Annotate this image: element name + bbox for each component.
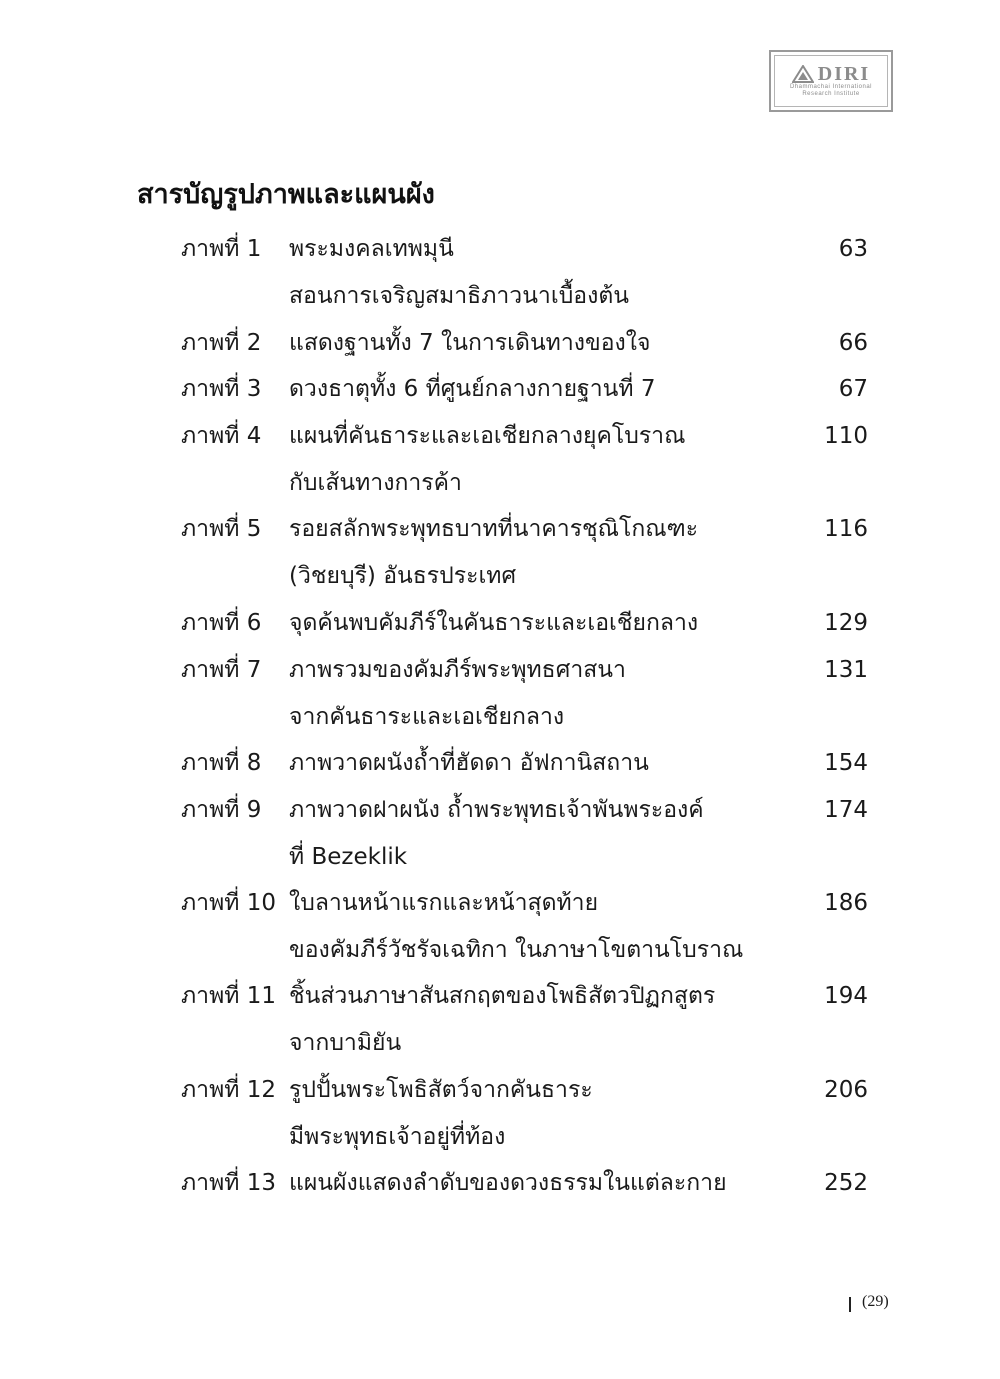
entry-11-label: ภาพที่ 11 [181,983,276,1009]
entry-4-label: ภาพที่ 4 [181,423,262,449]
page-number: (29) [862,1293,889,1310]
entry-2-label: ภาพที่ 2 [181,330,262,356]
entry-6-label: ภาพที่ 6 [181,610,262,636]
entry-13-label: ภาพที่ 13 [181,1170,276,1196]
entry-7-page: 131 [824,657,868,683]
entry-10-title: ใบลานหน้าแรกและหน้าสุดท้าย [289,890,599,916]
entry-11-title-cont: จากบามิยัน [289,1030,402,1056]
entry-13-page: 252 [824,1170,868,1196]
entry-1-title: พระมงคลเทพมุนี [289,236,454,262]
entry-10-label: ภาพที่ 10 [181,890,276,916]
footer-divider [849,1297,851,1312]
entry-3-label: ภาพที่ 3 [181,376,262,402]
logo-text: DIRI [817,63,871,85]
entry-3-page: 67 [838,376,868,402]
entry-1-label: ภาพที่ 1 [181,236,262,262]
entry-12-title-cont: มีพระพุทธเจ้าอยู่ที่ท้อง [289,1124,506,1150]
entry-7-label: ภาพที่ 7 [181,657,262,683]
entry-11-page: 194 [824,983,868,1009]
entry-5-title: รอยสลักพระพุทธบาทที่นาคารชุณิโกณฑะ [289,516,699,542]
logo-subtitle-2: Research Institute [802,91,860,97]
entry-9-page: 174 [824,797,868,823]
entry-1-page: 63 [838,236,868,262]
entry-4-title: แผนที่คันธาระและเอเชียกลางยุคโบราณ [289,423,686,449]
entry-9-title-cont: ที่ Bezeklik [289,844,408,870]
entry-9-label: ภาพที่ 9 [181,797,262,823]
entry-6-page: 129 [824,610,868,636]
triangle-logo-icon [792,65,814,83]
page-title: สารบัญรูปภาพและแผนผัง [137,179,435,210]
entry-6-title: จุดค้นพบคัมภีร์ในคันธาระและเอเชียกลาง [289,610,699,636]
entry-9-title: ภาพวาดฝาผนัง ถ้ำพระพุทธเจ้าพันพระองค์ [289,797,704,823]
entry-8-label: ภาพที่ 8 [181,750,262,776]
entry-8-title: ภาพวาดผนังถ้ำที่ฮัดดา อัฟกานิสถาน [289,750,649,776]
entry-5-label: ภาพที่ 5 [181,516,262,542]
entry-2-title: แสดงฐานทั้ง 7 ในการเดินทางของใจ [289,330,651,356]
entry-10-page: 186 [824,890,868,916]
entry-3-title: ดวงธาตุทั้ง 6 ที่ศูนย์กลางกายฐานที่ 7 [289,376,656,402]
entry-2-page: 66 [838,330,868,356]
entry-5-page: 116 [824,516,868,542]
entry-7-title-cont: จากคันธาระและเอเชียกลาง [289,704,565,730]
entry-12-title: รูปปั้นพระโพธิสัตว์จากคันธาระ [289,1077,593,1103]
entry-12-label: ภาพที่ 12 [181,1077,276,1103]
entry-10-title-cont: ของคัมภีร์วัชรัจเฉทิกา ในภาษาโขตานโบราณ [289,937,744,963]
entry-1-title-cont: สอนการเจริญสมาธิภาวนาเบื้องต้น [289,283,630,309]
entry-4-title-cont: กับเส้นทางการค้า [289,470,462,496]
entry-12-page: 206 [824,1077,868,1103]
logo-subtitle-1: Dhammachai International [789,84,873,90]
entry-13-title: แผนผังแสดงลำดับของดวงธรรมในแต่ละกาย [289,1170,727,1196]
entry-11-title: ชิ้นส่วนภาษาสันสกฤตของโพธิสัตวปิฏกสูตร [289,983,716,1009]
entry-8-page: 154 [824,750,868,776]
entry-5-title-cont: (วิชยบุรี) อันธรประเทศ [289,563,517,589]
entry-7-title: ภาพรวมของคัมภีร์พระพุทธศาสนา [289,657,626,683]
entry-4-page: 110 [824,423,868,449]
diri-logo [769,50,893,112]
